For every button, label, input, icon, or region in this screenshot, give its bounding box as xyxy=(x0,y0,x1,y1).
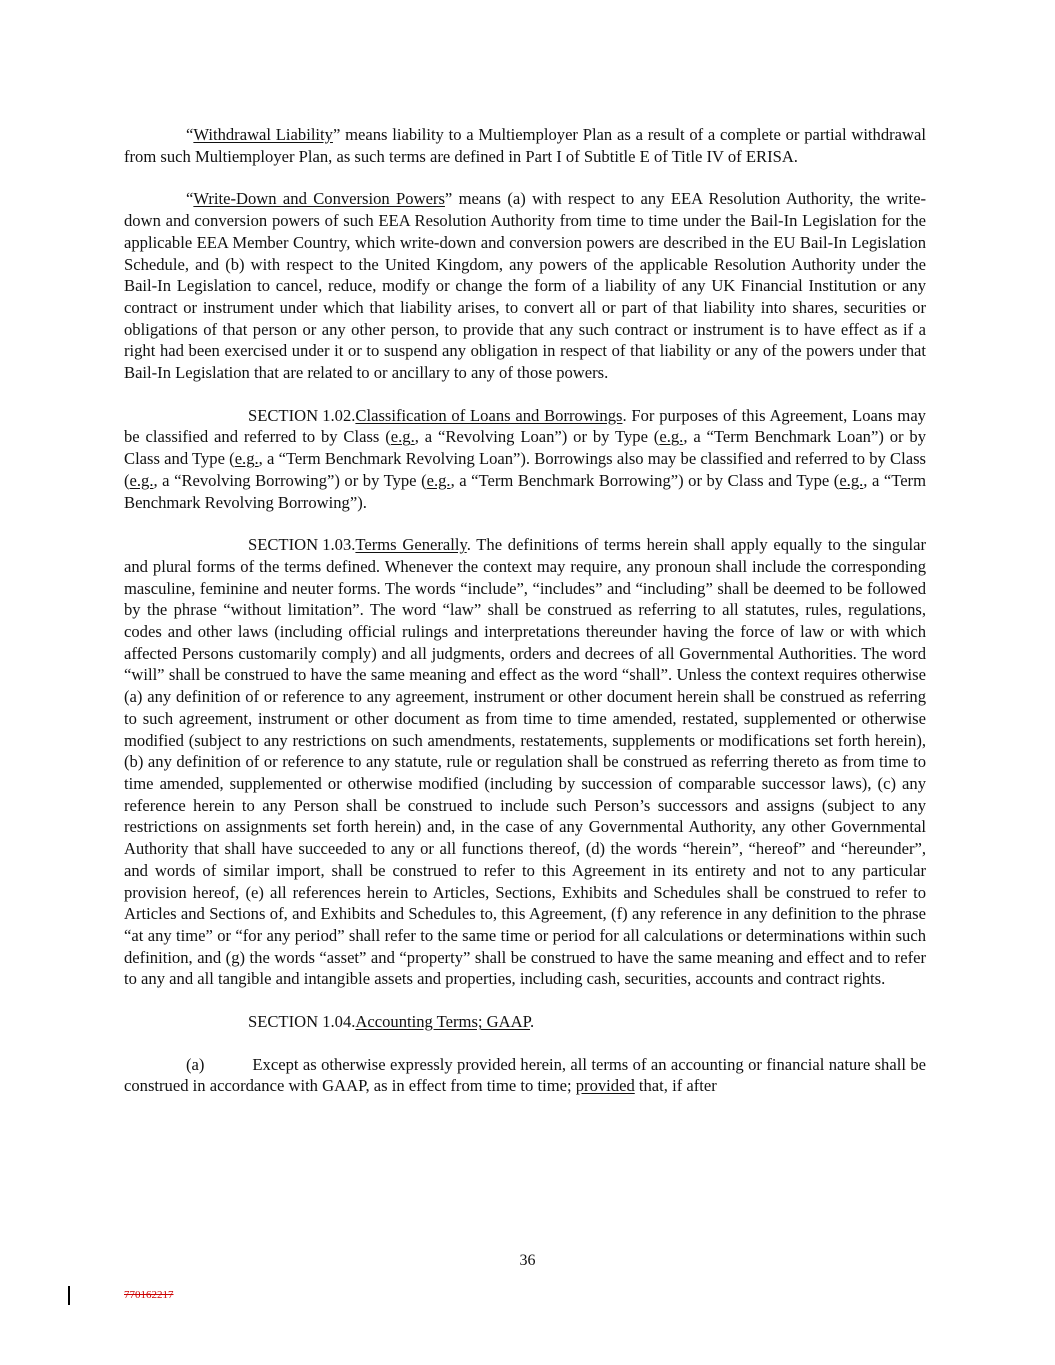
page-number: 36 xyxy=(519,1252,536,1269)
subsection-text: Except as otherwise expressly provided herein, all terms of an accounting or financial nature shall be construed in accordance with GAAP, as in effect from time to time; xyxy=(124,1054,926,1096)
section-title: Classification of Loans and Borrowings xyxy=(355,405,623,425)
section-number: SECTION 1.02. xyxy=(248,405,356,425)
change-bar xyxy=(68,1286,70,1305)
section-title-end: . xyxy=(530,1012,535,1032)
section-text: , a “Revolving Borrowing”) or by Type ( xyxy=(153,470,427,490)
section-1-03 xyxy=(124,534,926,990)
eg-abbrev: e.g. xyxy=(659,427,684,447)
eg-abbrev: e.g. xyxy=(390,427,415,447)
definition-write-down-powers xyxy=(124,188,926,383)
eg-abbrev: e.g. xyxy=(234,449,259,469)
document-id: 770162217 xyxy=(124,1289,174,1301)
definition-text: ” means liability to a Multiemployer Plan as a result of a complete or partial withdrawal from such Multiemployer Plan, as such terms are defined in Part I of Subtitle E of Title IV of ERISA. xyxy=(124,125,926,166)
subsection-a xyxy=(124,1054,926,1097)
section-text: , a “Term Benchmark Revolving Borrowing”). xyxy=(124,470,926,512)
definition-text: ” means (a) with respect to any EEA Resolution Authority, the write-down and conversion powers of such EEA Resolution Authority from time to time under the Bail-In Legislation for the applicable EEA Member Country, which write-down and conversion powers are described in the EU Bail-In Legislation Schedule, and (b) with respect to the United Kingdom, any powers of the applicable Resolution Authority under the Bail-In Legislation to cancel, reduce, modify or change the form of a liability of any UK Financial Institution or any contract or instrument under which that liability arises, to convert all or part of that liability into shares, securities or obligations of that person or any other person, to provide that any such contract or instrument is to have effect as if a right had been exercised under it or to suspend any obligation in respect of that liability or any of the powers under that Bail-In Legislation that are related to or ancillary to any of those powers. xyxy=(124,189,927,383)
section-title: Accounting Terms; GAAP xyxy=(355,1012,531,1032)
definition-withdrawal-liability xyxy=(124,124,926,167)
eg-abbrev: e.g. xyxy=(426,470,451,490)
section-text: , a “Term Benchmark Borrowing”) or by Class and Type ( xyxy=(450,470,840,490)
section-number: SECTION 1.03. xyxy=(248,535,356,555)
provided-term: provided xyxy=(575,1076,635,1096)
eg-abbrev: e.g. xyxy=(129,470,154,490)
subsection-marker: (a) xyxy=(186,1054,205,1074)
section-text: , a “Term Benchmark Loan”) or by Class and Type ( xyxy=(124,427,927,469)
open-quote: “ xyxy=(186,125,194,144)
defined-term: Write-Down and Conversion Powers xyxy=(193,189,445,209)
section-title: Terms Generally xyxy=(355,535,467,555)
open-quote: “ xyxy=(186,189,194,209)
section-text: , a “Revolving Loan”) or by Type ( xyxy=(414,427,660,447)
section-1-04 xyxy=(124,1011,926,1033)
section-text: , a “Term Benchmark Revolving Loan”). Borrowings also may be classified and referred to by Class ( xyxy=(124,449,926,490)
section-1-02 xyxy=(124,405,926,514)
document-page xyxy=(124,124,926,1118)
section-text: . The definitions of terms herein shall apply equally to the singular and plural forms of the terms defined. Whenever the context may require, any pronoun shall include the corresponding masculine, feminine and neuter forms. The words “include”, “includes” and “including” shall be deemed to be followed by the phrase “without limitation”. The word “law” shall be construed as referring to all statutes, rules, regulations, codes and other laws (including official rulings and interpretations thereunder having the force of law or with which affected Persons customarily comply) and all judgments, orders and decrees of all Governmental Authorities. The word “will” shall be construed to have the same meaning and effect as the word “shall”. Unless the context requires otherwise (a) any definition of or reference to any agreement, instrument or other document herein shall be construed as referring to such agreement, instrument or other document as from time to time amended, restated, supplemented or otherwise modified (subject to any restrictions on such amendments, restatements, supplements or modifications set forth herein), (b) any definition of or reference to any statute, rule or regulation shall be construed as referring thereto as from time to time amended, supplemented or otherwise modified (including by succession of comparable successor laws), (c) any reference herein to any Person shall be construed to include such Person’s successors and assigns (subject to any restrictions on assignments set forth herein) and, in the case of any Governmental Authority, any other Governmental Authority that shall have succeeded to any or all functions thereof, (d) the words “herein”, “hereof” and “hereunder”, and words of similar import, shall be construed to refer to this Agreement in its entirety and not to any particular provision hereof, (e) all references herein to Articles, Sections, Exhibits and Schedules shall be construed to refer to Articles and Sections of, and Exhibits and Schedules to, this Agreement, (f) any reference in any definition to the phrase “at any time” or “for any period” shall refer to the same time or period for all calculations or determinations within such definition, and (g) the words “asset” and “property” shall be construed to have the same meaning and effect and to refer to any and all tangible and intangible assets and properties, including cash, securities, accounts and contract rights. xyxy=(124,535,926,989)
section-number: SECTION 1.04. xyxy=(248,1012,356,1032)
defined-term: Withdrawal Liability xyxy=(193,125,333,144)
subsection-text: that, if after xyxy=(634,1076,717,1096)
section-text: . For purposes of this Agreement, Loans may be classified and referred to by Class ( xyxy=(124,405,926,447)
eg-abbrev: e.g. xyxy=(839,470,864,490)
